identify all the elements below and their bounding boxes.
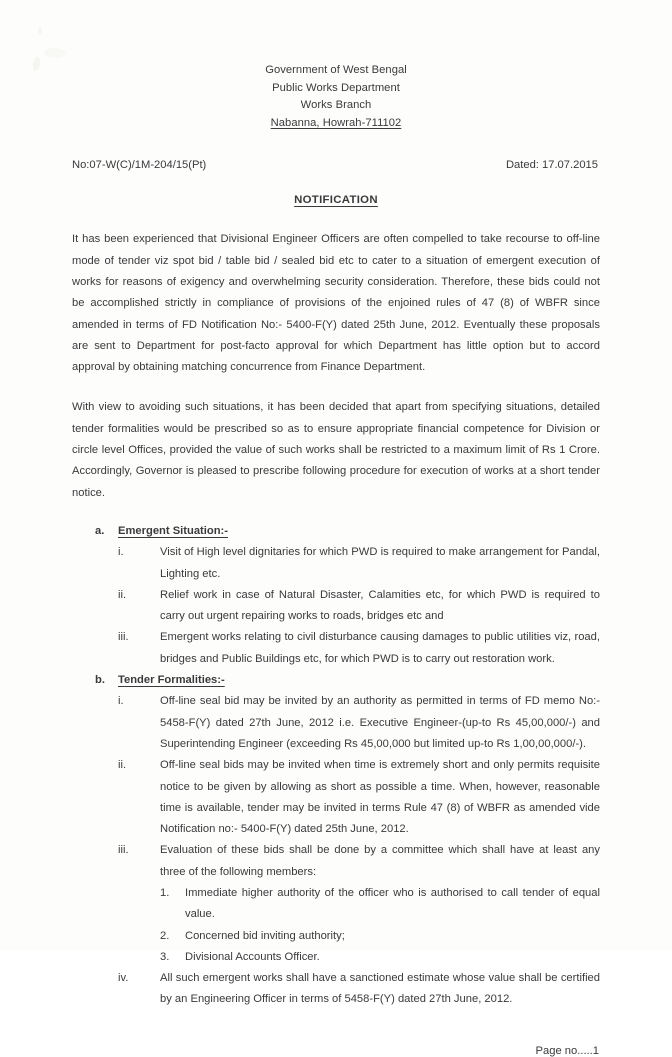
list-item [72,968,600,1011]
letterhead [72,0,600,132]
list-marker: iv. [118,972,129,985]
list-marker: ii. [118,759,127,772]
list-item [72,691,600,755]
section-marker-b: b. [95,674,105,687]
list-marker: iii. [118,631,129,644]
list-item-text: Visit of High level dignitaries for which PWD is required to make arrangement for Pandal, Lighting etc. [160,546,600,580]
list-item-text: Evaluation of these bids shall be done by a committee which shall have at least any three of the following members: [160,844,600,878]
reference-number: No:07-W(C)/1M-204/15(Pt) [72,159,207,172]
list-marker: i. [118,546,124,559]
page-title [72,194,600,206]
section-marker-a: a. [95,524,105,537]
section-heading-a [72,521,600,542]
paragraph-2: With view to avoiding such situations, it has been decided that apart from specifying situations, detailed tender formalities would be prescribed so as to ensure appropriate financial competence for Division or circle level Offices, provided the value of such works shall be restricted to a maximum limit of Rs 1 Crore. Accordingly, Governor is pleased to prescribe following procedure for execution of works at a short tender notice. [72,401,600,499]
list-marker: 3. [160,950,170,963]
list-item-text: Off-line seal bid may be invited by an authority as permitted in terms of FD memo No:- 5458-F(Y) dated 27th June, 2012 i.e. Executive Engineer-(up-to Rs 45,00,000/-) and Superintending Engineer (exceeding Rs 45,00,000 but limited up-to Rs 1,00,00,000/-). [160,695,600,750]
page-title-text: NOTIFICATION [294,194,378,207]
reference-row [72,157,600,173]
list-marker: 2. [160,929,170,942]
list-marker: iii. [118,844,129,857]
scan-artifact [38,28,42,34]
list-item [72,926,600,947]
list-item-text: All such emergent works shall have a sanctioned estimate whose value shall be certified by an Engineering Officer in terms of 5458-F(Y) dated 27th June, 2012. [160,972,600,1006]
committee-members-list [72,883,600,968]
list-item [72,883,600,926]
letterhead-line-address: Nabanna, Howrah-711102 [270,116,402,129]
list-marker: ii. [118,588,127,601]
list-item [72,627,600,670]
letterhead-line-government: Government of West Bengal [265,64,407,76]
section-title-b: Tender Formalities:- [118,674,225,687]
paragraph-1: It has been experienced that Divisional Engineer Officers are often compelled to take recourse to off-line mode of tender viz spot bid / table bid / sealed bid etc to cater to a situation of emergent execution of works for reasons of exigency and overwhelming security consideration. Therefore, these bids could not be accomplished strictly in compliance of provisions of the enjoined rules of 47 (8) of WBFR since amended in terms of FD Notification No:- 5400-F(Y) dated 25th June, 2012. Eventually these proposals are sent to Department for post-facto approval for which Department has little option but to accord approval by obtaining matching concurrence from Finance Department. [72,233,600,374]
letterhead-line-department: Public Works Department [272,81,400,94]
scan-artifact [44,48,66,58]
section-title-a: Emergent Situation:- [118,524,229,537]
list-item-text: Relief work in case of Natural Disaster, Calamities etc, for which PWD is required to carry out urgent repairing works to roads, bridges etc and [160,588,600,623]
list-item-text: Immediate higher authority of the officer who is authorised to call tender of equal value. [185,886,600,921]
sections-list [72,521,600,1011]
list-marker: 1. [160,886,170,899]
list-marker: i. [118,695,124,708]
list-item-text: Emergent works relating to civil disturbance causing damages to public utilities viz, road, bridges and Public Buildings etc, for which PWD is to carry out restoration work. [160,631,600,665]
scan-artifact [32,56,42,71]
document-date: Dated: 17.07.2015 [505,159,598,172]
list-item-text: Divisional Accounts Officer. [185,950,320,963]
letterhead-line-branch: Works Branch [300,99,372,112]
list-item [72,840,600,883]
section-a-items [72,542,600,670]
section-heading-b [72,670,600,691]
page-footer: Page no.....1 [535,1044,599,1057]
list-item-text: Concerned bid inviting authority; [185,929,345,942]
document-body [72,0,600,1057]
section-b-items [72,691,600,1010]
list-item [72,755,600,840]
list-item [72,542,600,585]
list-item [72,585,600,628]
list-item-text: Off-line seal bids may be invited when time is extremely short and only permits requisite notice to be given by allowing as short as possible a time. When, however, reasonable time is available, tender may be invited in terms Rule 47 (8) of WBFR as amended vide Notification no:- 5400-F(Y) dated 25th June, 2012. [160,759,600,836]
list-item [72,947,600,968]
